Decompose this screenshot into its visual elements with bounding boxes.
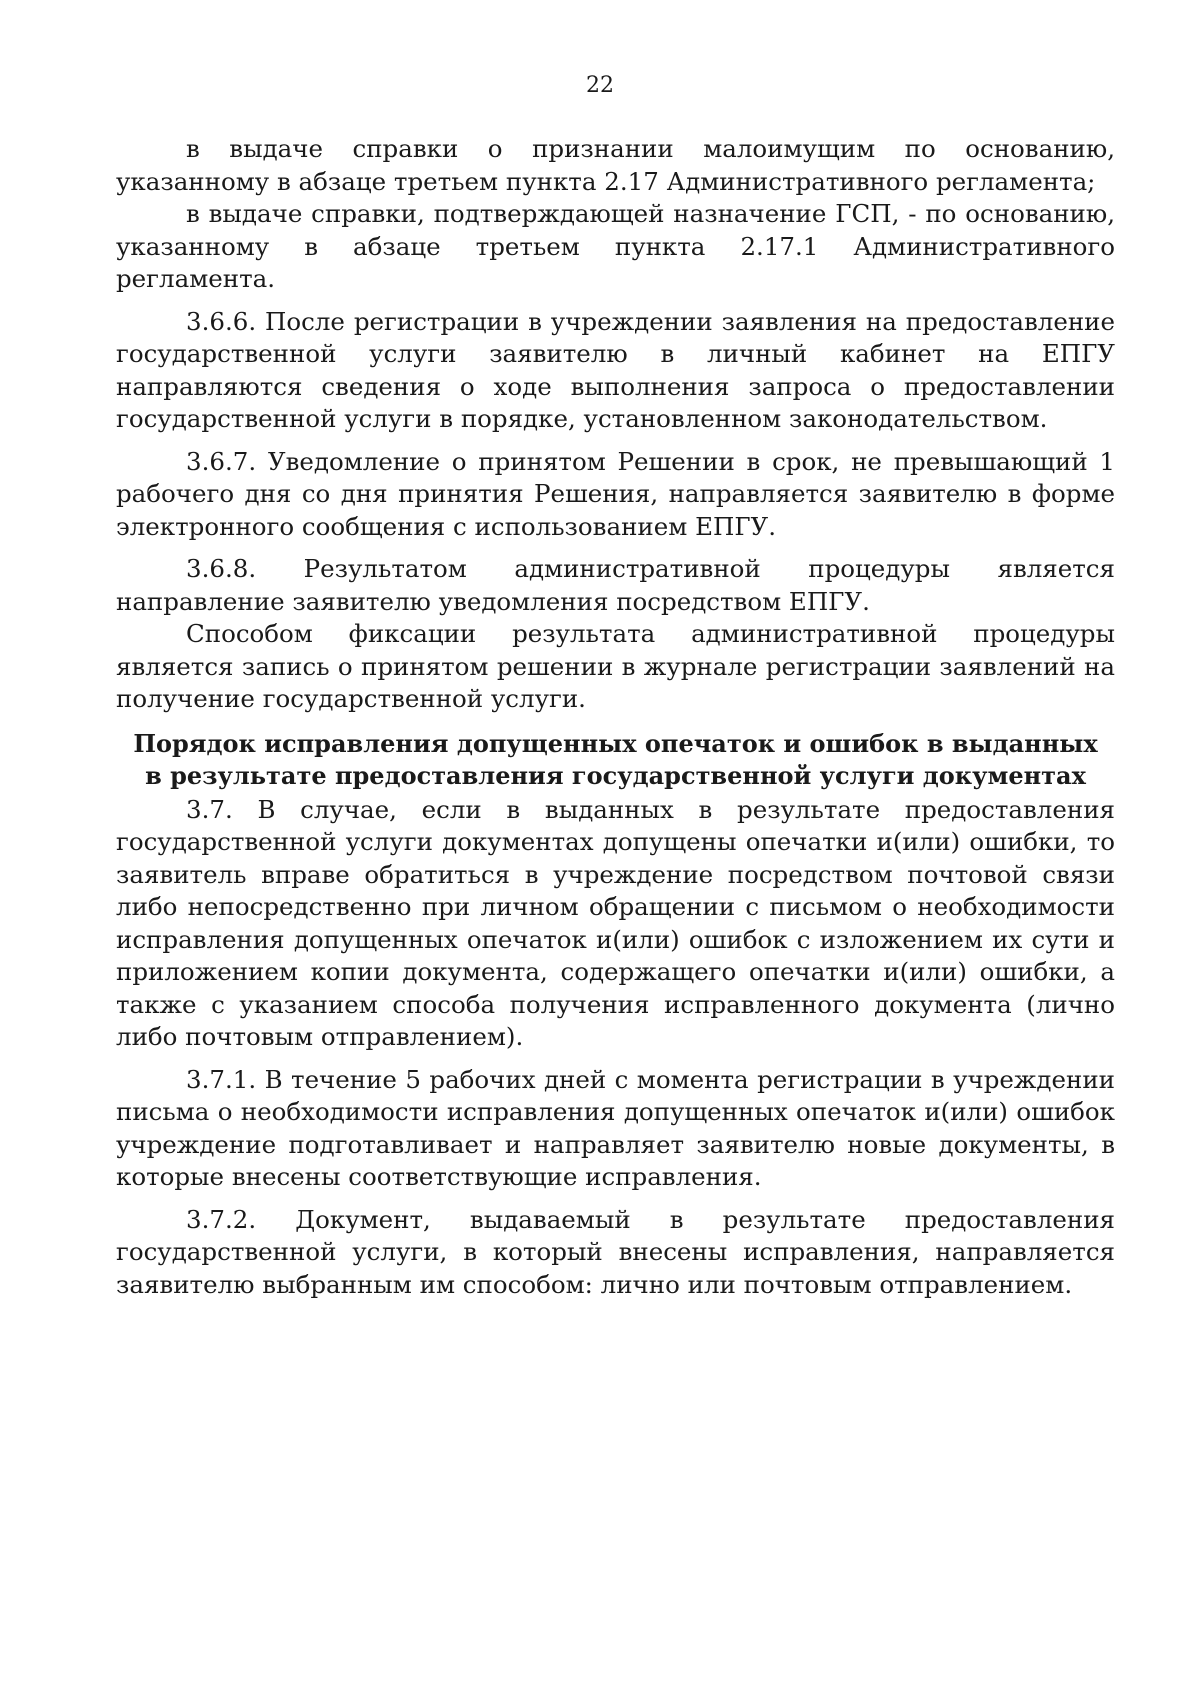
paragraph-3-7-2: 3.7.2. Документ, выдаваемый в результате предоставления государственной услуги, в который внесены исправления, направляется заявителю выбранным им способом: лично или почтовым отправлением. [116, 1204, 1115, 1299]
section-heading [116, 728, 1115, 792]
document-body [116, 133, 1115, 1301]
paragraph-3-7: 3.7. В случае, если в выданных в результате предоставления государственной услуги документах допущены опечатки и(или) ошибки, то заявитель вправе обратиться в учреждение посредством почтовой связи либо непосредственно при личном обращении с письмом о необходимости исправления допущенных опечаток и(или) ошибок с изложением их сути и приложением копии документа, содержащего опечатки и(или) ошибки, а также с указанием способа получения исправленного документа (лично либо почтовым отправлением). [116, 794, 1115, 1051]
page-number: 22 [586, 73, 614, 98]
paragraph-3-7-1: 3.7.1. В течение 5 рабочих дней с момента регистрации в учреждении письма о необходимости исправления допущенных опечаток и(или) ошибок учреждение подготавливает и направляет заявителю новые документы, в которые внесены соответствующие исправления. [116, 1064, 1115, 1191]
paragraph-3-6-7: 3.6.7. Уведомление о принятом Решении в срок, не превышающий 1 рабочего дня со дня принятия Решения, направляется заявителю в форме электронного сообщения с использованием ЕПГУ. [116, 446, 1115, 541]
section-heading-line-1: Порядок исправления допущенных опечаток и ошибок в выданных [133, 728, 1098, 758]
paragraph-3-6-6: 3.6.6. После регистрации в учреждении заявления на предоставление государственной услуги заявителю в личный кабинет на ЕПГУ направляются сведения о ходе выполнения запроса о предоставлении государственной услуги в порядке, установленном законодательством. [116, 306, 1115, 433]
paragraph-refusal-gsp: в выдаче справки, подтверждающей назначение ГСП, - по основанию, указанному в абзаце третьем пункта 2.17.1 Административного регламента. [116, 199, 1115, 293]
section-heading-line-2: в результате предоставления государственной услуги документах [145, 760, 1086, 790]
paragraph-refusal-low-income: в выдаче справки о признании малоимущим по основанию, указанному в абзаце третьем пункта 2.17 Административного регламента; [116, 134, 1115, 196]
paragraph-recording-method: Способом фиксации результата административной процедуры является запись о принятом решении в журнале регистрации заявлений на получение государственной услуги. [116, 619, 1115, 713]
paragraph-3-6-8: 3.6.8. Результатом административной процедуры является направление заявителю уведомления посредством ЕПГУ. [116, 554, 1115, 616]
